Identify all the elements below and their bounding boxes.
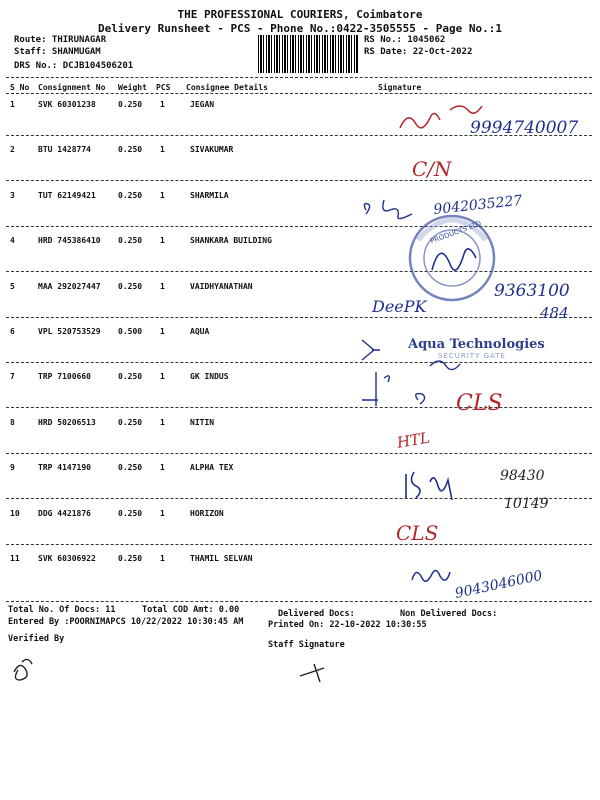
staff-label: Staff: SHANMUGAM	[14, 47, 101, 57]
cell-sno: 1	[10, 100, 15, 109]
hw-row7-note: CLS	[456, 391, 503, 416]
col-weight: Weight	[118, 83, 147, 92]
cell-sno: 11	[10, 554, 20, 563]
cell-consignee: JEGAN	[190, 100, 215, 109]
cell-pcs: 1	[160, 282, 165, 291]
staff-signature-mark	[300, 664, 324, 682]
cell-weight: 0.250	[118, 100, 143, 109]
cell-consignment: VPL 520753529	[38, 327, 101, 336]
hw-row11-phone: 9043046000	[453, 567, 544, 602]
cell-weight: 0.250	[118, 236, 143, 245]
cell-consignee: SHARMILA	[190, 191, 229, 200]
cell-pcs: 1	[160, 327, 165, 336]
cell-pcs: 1	[160, 236, 165, 245]
cell-sno: 4	[10, 236, 15, 245]
cell-consignment: TUT 62149421	[38, 191, 96, 200]
cell-pcs: 1	[160, 100, 165, 109]
cell-pcs: 1	[160, 554, 165, 563]
cell-consignment: BTU 1428774	[38, 145, 91, 154]
hw-row5-num: 484	[540, 304, 569, 322]
aqua-stamp-sub: SECURITY GATE	[438, 352, 506, 360]
rs-date-label: RS Date: 22-Oct-2022	[364, 47, 473, 57]
cell-pcs: 1	[160, 418, 165, 427]
hw-row9-phone-b: 10149	[504, 496, 549, 512]
cell-consignee: AQUA	[190, 327, 210, 336]
col-signature: Signature	[378, 83, 422, 92]
hw-row10-note: CLS	[396, 521, 439, 545]
cell-consignment: DDG 4421876	[38, 509, 91, 518]
cell-consignee: THAMIL SELVAN	[190, 554, 253, 563]
sig-row3	[364, 200, 412, 219]
col-consignment: Consignment No	[38, 83, 106, 92]
verified-by: Verified By	[8, 634, 65, 644]
cell-consignment: TRP 7100660	[38, 372, 91, 381]
cell-sno: 10	[10, 509, 20, 518]
cell-weight: 0.250	[118, 145, 143, 154]
col-sno: S No	[10, 83, 30, 92]
cell-consignee: SHANKARA BUILDING	[190, 236, 272, 245]
cell-consignee: NITIN	[190, 418, 215, 427]
cell-pcs: 1	[160, 191, 165, 200]
cell-sno: 7	[10, 372, 15, 381]
cell-pcs: 1	[160, 145, 165, 154]
round-seal	[410, 216, 494, 300]
cell-weight: 0.250	[118, 191, 143, 200]
cell-sno: 6	[10, 327, 15, 336]
seal-text: PRODUCTS LTD	[429, 219, 483, 246]
sig-row4	[432, 249, 476, 270]
page-title: THE PROFESSIONAL COURIERS, Coimbatore	[177, 8, 423, 21]
cell-pcs: 1	[160, 509, 165, 518]
sig-row11	[412, 570, 450, 581]
total-cod: Total COD Amt: 0.00	[142, 605, 240, 615]
cell-weight: 0.250	[118, 372, 143, 381]
cell-sno: 2	[10, 145, 15, 154]
hw-row9-phone-a: 98430	[500, 468, 545, 484]
non-delivered-docs: Non Delivered Docs:	[400, 609, 498, 619]
hw-row5-note: DeePK	[372, 297, 427, 316]
cell-weight: 0.250	[118, 509, 143, 518]
cell-weight: 0.250	[118, 282, 143, 291]
cell-pcs: 1	[160, 463, 165, 472]
sig-row9	[406, 472, 452, 500]
cell-sno: 5	[10, 282, 15, 291]
col-consignee: Consignee Details	[186, 83, 268, 92]
page-subtitle: Delivery Runsheet - PCS - Phone No.:0422-3505555 - Page No.:1	[98, 22, 502, 35]
aqua-stamp-company: Aqua Technologies	[408, 337, 545, 352]
hw-row5-phone: 9363100	[494, 281, 570, 301]
cell-pcs: 1	[160, 372, 165, 381]
cell-consignment: TRP 4147190	[38, 463, 91, 472]
cell-consignment: HRD 745386410	[38, 236, 101, 245]
printed-on: Printed On: 22-10-2022 10:30:55	[268, 620, 427, 630]
cell-consignee: GK INDUS	[190, 372, 229, 381]
cell-consignee: VAIDHYANATHAN	[190, 282, 253, 291]
cell-weight: 0.250	[118, 554, 143, 563]
hw-row8-note: HTL	[395, 428, 432, 452]
verified-by-signature	[14, 659, 32, 680]
sig-row6	[362, 340, 460, 370]
cell-weight: 0.250	[118, 418, 143, 427]
col-pcs: PCS	[156, 83, 171, 92]
cell-consignee: ALPHA TEX	[190, 463, 234, 472]
cell-sno: 8	[10, 418, 15, 427]
rs-no-label: RS No.: 1045062	[364, 35, 446, 45]
cell-sno: 9	[10, 463, 15, 472]
cell-consignment: MAA 292027447	[38, 282, 101, 291]
hw-row2-note: C/N	[412, 157, 452, 181]
cell-weight: 0.250	[118, 463, 143, 472]
cell-consignment: SVK 60306922	[38, 554, 96, 563]
cell-weight: 0.500	[118, 327, 143, 336]
total-docs: Total No. Of Docs: 11	[8, 605, 116, 615]
hw-row3-phone: 9042035227	[432, 192, 524, 218]
cell-consignee: SIVAKUMAR	[190, 145, 234, 154]
drs-label: DRS No.: DCJB104506201	[14, 61, 134, 71]
delivered-docs: Delivered Docs:	[278, 609, 355, 619]
cell-consignment: HRD 50206513	[38, 418, 96, 427]
staff-signature: Staff Signature	[268, 640, 345, 650]
hw-row1-phone: 9994740007	[470, 118, 579, 138]
sig-row7	[362, 372, 425, 406]
cell-consignment: SVK 60301238	[38, 100, 96, 109]
cell-sno: 3	[10, 191, 15, 200]
entered-by: Entered By :POORNIMAPCS 10/22/2022 10:30:45 AM	[8, 617, 244, 627]
route-label: Route: THIRUNAGAR	[14, 35, 107, 45]
cell-consignee: HORIZON	[190, 509, 224, 518]
